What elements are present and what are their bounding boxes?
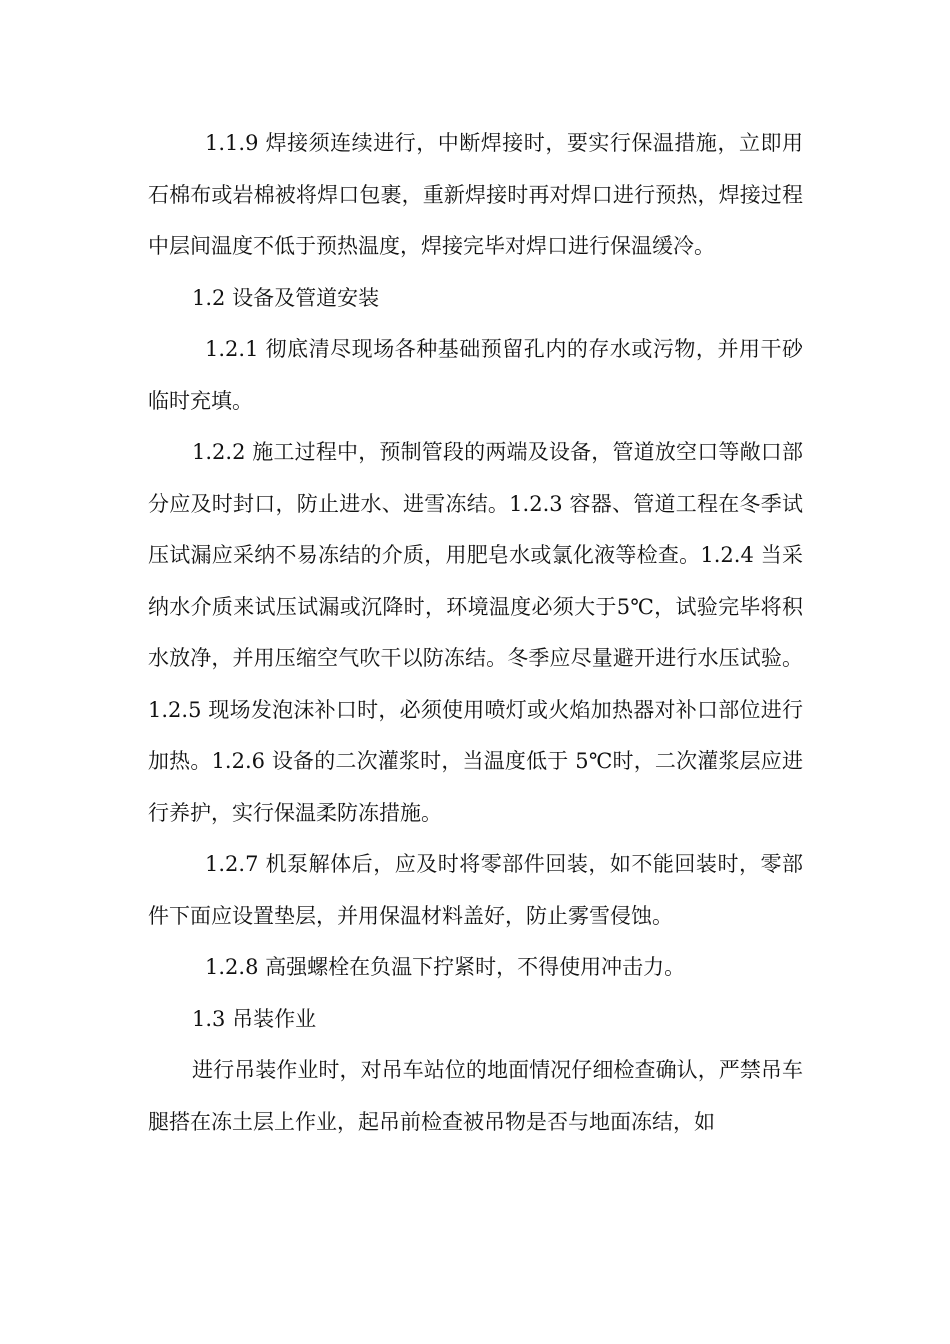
paragraph-1-3-body: 进行吊装作业时，对吊车站位的地面情况仔细检查确认，严禁吊车腿搭在冻土层上作业，起吊前检查被吊物是否与地面冻结，如 — [148, 1058, 803, 1134]
paragraph-1-2-2: 1.2.2 施工过程中，预制管段的两端及设备，管道放空口等敞口部分应及时封口，防止进水、进雪冻结。1.2.3 容器、管道工程在冬季试压试漏应采纳不易冻结的介质，用肥皂水或氯化液等检查。1.2.4 当采纳水介质来试压试漏或沉降时，环境温度必须大于5℃，试验完毕将积水放净，并用压缩空气吹干以防冻结。冬季应尽量避开进行水压试验。1.2.5 现场发泡沫补口时，必须使用喷灯或火焰加热器对补口部位进行加热。1.2.6 设备的二次灌浆时，当温度低于 5℃时，二次灌浆层应进行养护，实行保温柔防冻措施。 — [148, 440, 803, 825]
heading-1-3: 1.3 吊装作业 — [192, 1006, 317, 1031]
heading-1-2: 1.2 设备及管道安装 — [192, 285, 380, 310]
paragraph-1-1-9: 1.1.9 焊接须连续进行，中断焊接时，要实行保温措施，立即用石棉布或岩棉被将焊口包裹，重新焊接时再对焊口进行预热，焊接过程中层间温度不低于预热温度，焊接完毕对焊口进行保温缓冷。 — [148, 131, 803, 258]
paragraph-1-2-7: 1.2.7 机泵解体后，应及时将零部件回装，如不能回装时，零部件下面应设置垫层，并用保温材料盖好，防止雾雪侵蚀。 — [148, 852, 803, 928]
document-body — [148, 118, 803, 1148]
paragraph-1-2-8: 1.2.8 高强螺栓在负温下拧紧时，不得使用冲击力。 — [205, 955, 686, 979]
paragraph-1-2-1: 1.2.1 彻底清尽现场各种基础预留孔内的存水或污物，并用干砂临时充填。 — [148, 337, 803, 413]
